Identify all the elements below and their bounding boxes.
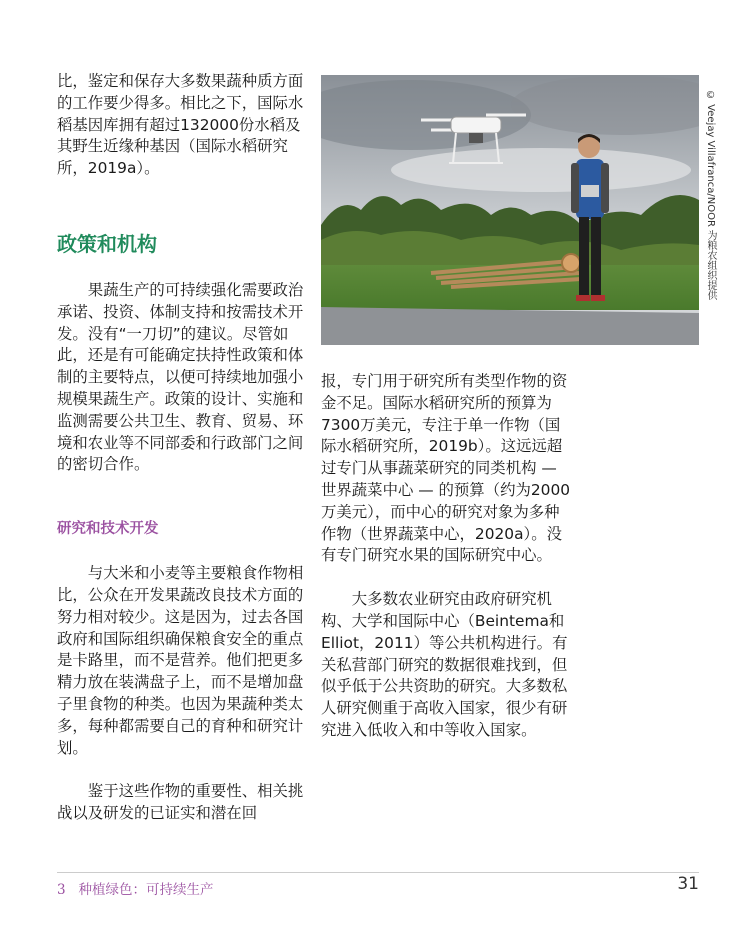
paragraph-policy: 果蔬生产的可持续强化需要政治承诺、投资、体制支持和按需技术开发。没有“一刀切”的建议。尽管如此，还是有可能确定扶持性政策和体制的主要特点，以便可持续地加强小规模果蔬生产。政策的设计、实施和监测需要公共卫生、教育、贸易、环境和农业等不同部委和行政部门之间的密切合作。: [57, 280, 304, 474]
paragraph-given: 鉴于这些作物的重要性、相关挑战以及研发的已证实和潜在回: [57, 782, 304, 823]
left-column: [57, 71, 309, 825]
paragraph-funding: 报，专门用于研究所有类型作物的资金不足。国际水稻研究所的预算为7300万美元，专注于单一作物（国际水稻研究所，2019b）。这远远超过专门从事蔬菜研究的同类机构 — 世界蔬菜中心 — 的预算（约为2000万美元），而中心的研究对象为多种作物（世界蔬菜中心，2020a）。没有专门研究水果的国际研究中心。: [321, 372, 571, 565]
drone-photo: [321, 75, 699, 345]
photo-credit: © Veejay Villafranca/NOOR 为粮农组织提供: [705, 90, 716, 301]
subheading-research: 研究和技术开发: [57, 521, 159, 538]
paragraph-public-research: 大多数农业研究由政府研究机构、大学和国际中心（Beintema和Elliot，2011）等公共机构进行。有关私营部门研究的数据很难找到，但似乎低于公共资助的研究。大多数私人研究侧重于高收入国家，很少有研究进入低收入和中等收入国家。: [321, 590, 568, 739]
right-column: [321, 371, 573, 742]
footer-divider: [57, 872, 699, 873]
page-number: 31: [677, 874, 699, 894]
footer-chapter-label: 3 种植绿色：可持续生产: [57, 882, 214, 898]
paragraph-intro: 比，鉴定和保存大多数果蔬种质方面的工作要少得多。相比之下，国际水稻基因库拥有超过132000份水稻及其野生近缘种基因（国际水稻研究所，2019a）。: [57, 72, 304, 178]
paragraph-research: 与大米和小麦等主要粮食作物相比，公众在开发果蔬改良技术方面的努力相对较少。这是因为，过去各国政府和国际组织确保粮食安全的重点是卡路里，而不是营养。他们把更多精力放在装满盘子上，而不是增加盘子里食物的种类。也因为果蔬种类太多，每种都需要自己的育种和研究计划。: [57, 564, 304, 757]
section-heading: 政策和机构: [57, 231, 157, 256]
drone-photo-illustration: [321, 75, 699, 345]
